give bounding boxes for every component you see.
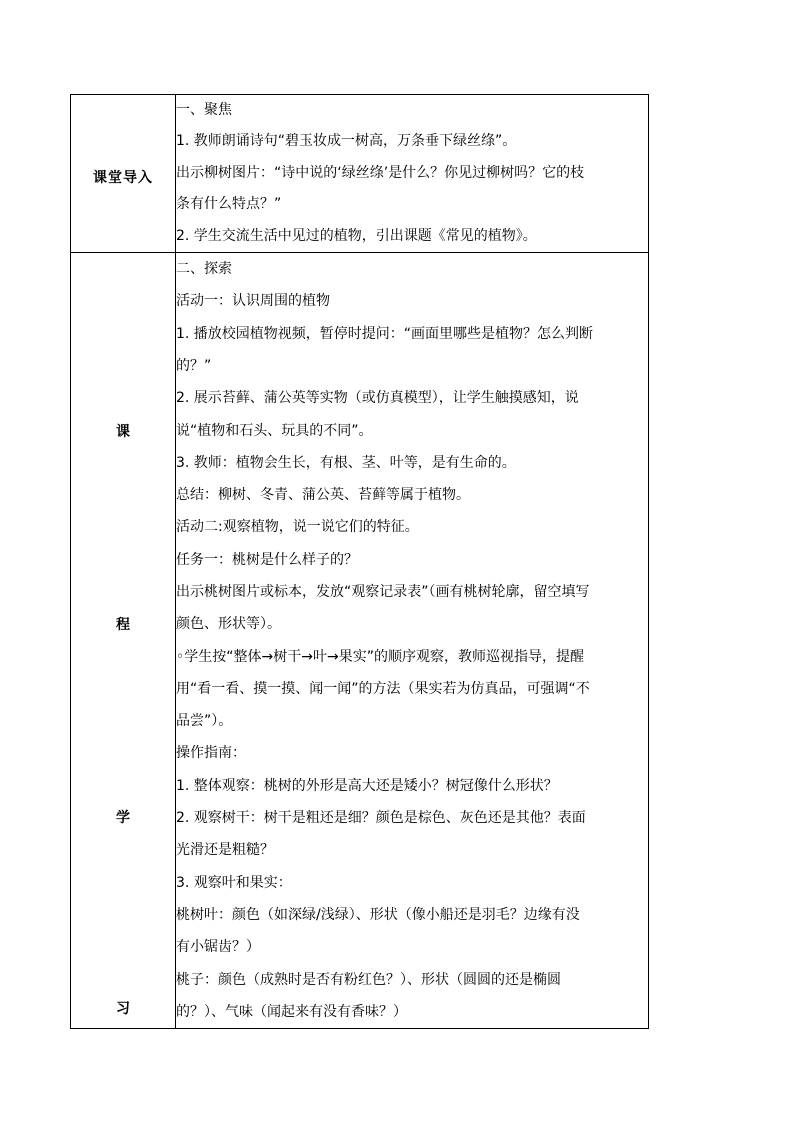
study-line: 1. 播放校园植物视频，暂停时提问：“画面里哪些是植物？怎么判断: [176, 325, 594, 342]
intro-line: 2. 学生交流生活中见过的植物，引出课题《常见的植物》。: [176, 227, 537, 244]
intro-label-cell: [71, 95, 176, 253]
study-row: [71, 253, 649, 1029]
intro-line: 1. 教师朗诵诗句“碧玉妆成一树高，万条垂下绿丝绦”。: [176, 133, 517, 150]
study-line: 活动二:观察植物，说一说它们的特征。: [176, 519, 419, 536]
lesson-plan-table: [70, 94, 649, 1029]
study-line: 2. 观察树干：树干是粗还是细？颜色是棕色、灰色还是其他？表面: [176, 810, 586, 827]
intro-line: 条有什么特点？”: [176, 196, 282, 213]
study-line: 用“看一看、摸一摸、闻一闻”的方法（果实若为仿真品，可强调“不: [176, 680, 590, 697]
intro-content-cell: [176, 95, 649, 253]
intro-row: [71, 95, 649, 253]
study-line: ◦学生按“整体→树干→叶→果实”的顺序观察，教师巡视指导，提醒: [176, 648, 584, 665]
intro-line: 出示柳树图片：“诗中说的‘绿丝绦’是什么？你见过柳树吗？它的枝: [176, 164, 585, 181]
study-line: 桃树叶：颜色（如深绿/浅绿）、形状（像小船还是羽毛？边缘有没: [176, 906, 580, 923]
study-label-char: 习: [116, 1001, 130, 1018]
study-line: 3. 观察叶和果实：: [176, 874, 292, 891]
study-line: 光滑还是粗糙？: [176, 842, 274, 859]
study-line: 二、探索: [176, 261, 232, 278]
study-line: 活动一：认识周围的植物: [176, 293, 330, 310]
study-line: 的？）、气味（闻起来有没有香味？）: [176, 1003, 407, 1020]
study-line: 2. 展示苔藓、蒲公英等实物（或仿真模型），让学生触摸感知，说: [176, 390, 579, 407]
study-line: 的？”: [176, 357, 212, 374]
study-line: 3. 教师：植物会生长，有根、茎、叶等，是有生命的。: [176, 454, 516, 471]
study-line: 品尝”）。: [176, 713, 233, 730]
study-label-cell: [71, 253, 176, 1029]
intro-label: 课堂导入: [93, 170, 153, 186]
study-line: 颜色、形状等）。: [176, 616, 281, 633]
study-line: 说“植物和石头、玩具的不同”。: [176, 422, 373, 439]
study-line: 桃子：颜色（成熟时是否有粉红色？）、形状（圆圆的还是椭圆: [176, 971, 561, 988]
study-line: 总结：柳树、冬青、蒲公英、苔藓等属于植物。: [176, 487, 470, 504]
study-label-char: 课: [116, 424, 130, 441]
study-line: 有小锯齿？）: [176, 939, 260, 956]
study-line: 出示桃树图片或标本，发放“观察记录表”（画有桃树轮廓，留空填写: [176, 584, 590, 600]
study-label-char: 程: [116, 617, 130, 634]
study-line: 1. 整体观察：桃树的外形是高大还是矮小？树冠像什么形状？: [176, 777, 558, 794]
study-line: 任务一：桃树是什么样子的？: [176, 551, 358, 568]
study-line: 操作指南：: [176, 745, 246, 762]
study-label-char: 学: [116, 810, 130, 827]
study-content-cell: [176, 253, 649, 1029]
intro-line: 一、聚焦: [176, 102, 232, 118]
